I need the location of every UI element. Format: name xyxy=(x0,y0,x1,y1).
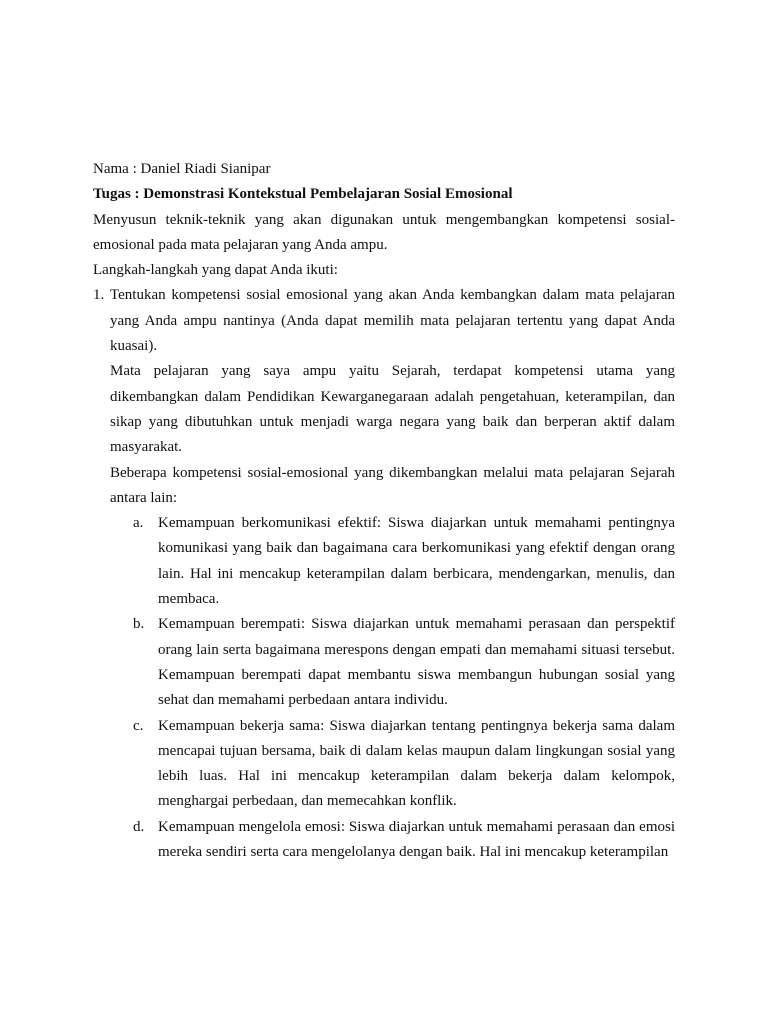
competency-item-letter: a. xyxy=(133,515,144,532)
document-page xyxy=(93,157,675,865)
competency-item-c xyxy=(110,714,675,815)
competency-item-text: Kemampuan mengelola emosi: Siswa diajarkan untuk memahami perasaan dan emosi mereka sendiri serta cara mengelolanya dengan baik. Hal ini mencakup keterampilan xyxy=(158,818,675,861)
competency-item-d xyxy=(110,815,675,866)
competency-item-letter: b. xyxy=(133,616,145,633)
intro-paragraph: Menyusun teknik-teknik yang akan digunakan untuk mengembangkan kompetensi sosial-emosional pada mata pelajaran yang Anda ampu. xyxy=(93,211,675,253)
competency-item-b xyxy=(110,612,675,713)
competency-item-letter: d. xyxy=(133,818,145,835)
step-1 xyxy=(93,283,675,865)
competency-item-text: Kemampuan berkomunikasi efektif: Siswa diajarkan untuk memahami pentingnya komunikasi yang baik dan bagaimana cara berkomunikasi yang efektif dengan orang lain. Hal ini mencakup keterampilan dalam berbicara, mendengarkan, menulis, dan membaca. xyxy=(158,515,675,608)
competency-item-text: Kemampuan bekerja sama: Siswa diajarkan tentang pentingnya bekerja sama dalam mencapai tujuan bersama, baik di dalam kelas maupun dalam lingkungan sosial yang lebih luas. Hal ini mencakup keterampilan dalam bekerja dalam kelompok, menghargai perbedaan, dan memecahkan konflik. xyxy=(158,717,675,810)
competency-item-text: Kemampuan berempati: Siswa diajarkan untuk memahami perasaan dan perspektif orang lain serta bagaimana merespons dengan empati dan memahami situasi tersebut. Kemampuan berempati dapat membantu siswa membangun hubungan sosial yang sehat dan memahami perbedaan antara individu. xyxy=(158,616,675,709)
name-line: Nama : Daniel Riadi Sianipar xyxy=(93,161,271,177)
task-title: Tugas : Demonstrasi Kontekstual Pembelajaran Sosial Emosional xyxy=(93,186,513,203)
step-1-list-intro: Beberapa kompetensi sosial-emosional yang dikembangkan melalui mata pelajaran Sejarah antara lain: xyxy=(110,464,675,506)
step-1-number: 1. xyxy=(93,287,105,304)
competency-item-a xyxy=(110,511,675,612)
steps-heading: Langkah-langkah yang dapat Anda ikuti: xyxy=(93,262,338,279)
step-1-answer: Mata pelajaran yang saya ampu yaitu Sejarah, terdapat kompetensi utama yang dikembangkan dalam Pendidikan Kewarganegaraan adalah pengetahuan, keterampilan, dan sikap yang dibutuhkan untuk menjadi warga negara yang baik dan berperan aktif dalam masyarakat. xyxy=(110,363,675,456)
competency-item-letter: c. xyxy=(133,717,144,734)
competency-list xyxy=(110,511,675,865)
step-1-instruction: Tentukan kompetensi sosial emosional yang akan Anda kembangkan dalam mata pelajaran yang Anda ampu nantinya (Anda dapat memilih mata pelajaran tertentu yang dapat Anda kuasai). xyxy=(110,287,675,355)
